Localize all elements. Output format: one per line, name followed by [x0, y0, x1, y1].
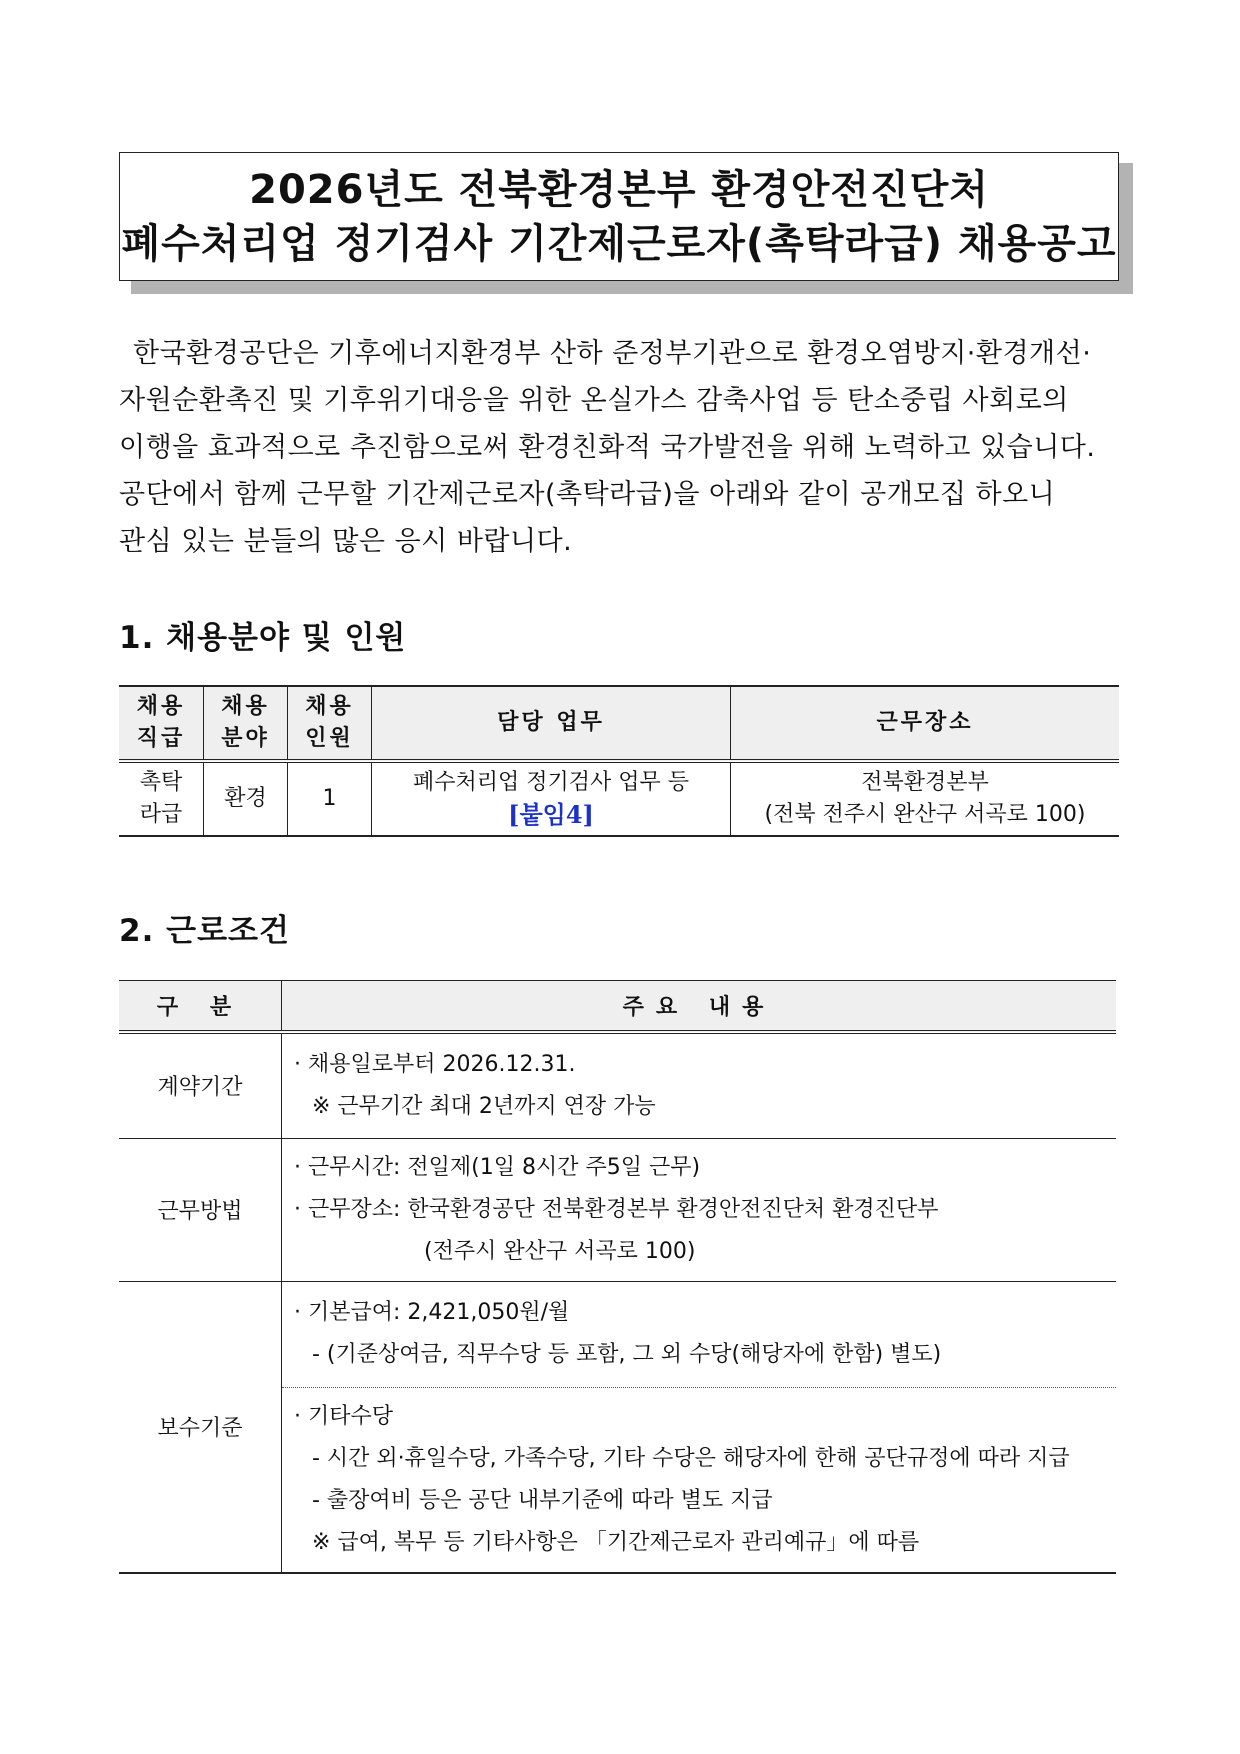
conditions-table: [119, 980, 1116, 1574]
place-address: (전북 전주시 완산구 서곡로 100): [764, 802, 1086, 827]
cell-text: 라급: [139, 802, 183, 827]
contract-line: · 채용일로부터 2026.12.31.: [294, 1051, 576, 1077]
table-row: [119, 761, 1119, 836]
method-line: · 근무장소: 한국환경공단 전북환경본부 환경안전진단처 환경진단부: [294, 1196, 939, 1222]
intro-paragraph: [119, 330, 1119, 565]
header-text: 채용: [136, 694, 186, 719]
recruitment-table: [119, 685, 1119, 837]
intro-line: 이행을 효과적으로 추진함으로써 환경친화적 국가발전을 위해 노력하고 있습니다.: [119, 432, 1096, 463]
pay-line: · 기타수당: [294, 1403, 393, 1429]
cell-count: 1: [288, 761, 372, 836]
intro-line: 한국환경공단은 기후에너지환경부 산하 준정부기관으로 환경오염방지·환경개선·: [133, 338, 1092, 369]
intro-line: 자원순환촉진 및 기후위기대응을 위한 온실가스 감축사업 등 탄소중립 사회로의: [119, 385, 1069, 416]
title-line-1: 2026년도 전북환경본부 환경안전진단처: [249, 166, 989, 213]
intro-line: 관심 있는 분들의 많은 응시 바랍니다.: [119, 526, 573, 557]
place-name: 전북환경본부: [861, 770, 989, 795]
table-row: [119, 1281, 1116, 1387]
header-content: 주요 내용: [282, 981, 1117, 1033]
pay-basic-content: [282, 1281, 1117, 1387]
header-text: 채용: [221, 694, 270, 719]
cell-duty: [372, 761, 731, 836]
contract-line: ※ 근무기간 최대 2년까지 연장 가능: [312, 1093, 656, 1119]
header-text: 직급: [136, 726, 186, 751]
pay-label: 보수기준: [119, 1281, 282, 1573]
section-1-title: 1. 채용분야 및 인원: [119, 620, 407, 656]
pay-line: ※ 급여, 복무 등 기타사항은 「기간제근로자 관리예규」에 따름: [312, 1529, 920, 1555]
method-content: [282, 1138, 1117, 1281]
pay-line: - 출장여비 등은 공단 내부기준에 따라 별도 지급: [312, 1487, 773, 1513]
pay-line: · 기본급여: 2,421,050원/월: [294, 1300, 570, 1325]
header-category: 구 분: [119, 981, 282, 1033]
header-text: 분야: [221, 726, 270, 751]
attachment-link[interactable]: [붙임4]: [508, 800, 594, 829]
cell-text: 촉탁: [139, 770, 183, 795]
header-count: [288, 686, 372, 761]
header-field: [204, 686, 288, 761]
title-line-2: 폐수처리업 정기검사 기간제근로자(촉탁라급) 채용공고: [121, 220, 1117, 267]
table-row: [119, 1138, 1116, 1281]
method-line: · 근무시간: 전일제(1일 8시간 주5일 근무): [294, 1154, 701, 1180]
pay-other-content: [282, 1387, 1117, 1573]
table-row: [119, 1032, 1116, 1138]
header-text: 채용: [305, 694, 354, 719]
header-grade: [119, 686, 204, 761]
header-place: 근무장소: [731, 686, 1120, 761]
section-2-title: 2. 근로조건: [119, 913, 290, 949]
header-text: 인원: [305, 726, 354, 751]
method-line: (전주시 완산구 서곡로 100): [424, 1238, 696, 1264]
contract-content: [282, 1032, 1117, 1138]
cell-place: [731, 761, 1120, 836]
title-box: [119, 152, 1119, 281]
cell-grade: [119, 761, 204, 836]
intro-line: 공단에서 함께 근무할 기간제근로자(촉탁라급)을 아래와 같이 공개모집 하오니: [119, 479, 1056, 510]
method-label: 근무방법: [119, 1138, 282, 1281]
cell-field: 환경: [204, 761, 288, 836]
duty-text: 폐수처리업 정기검사 업무 등: [412, 770, 689, 795]
pay-line: - (기준상여금, 직무수당 등 포함, 그 외 수당(해당자에 한함) 별도): [312, 1342, 942, 1367]
header-duty: 담당 업무: [372, 686, 731, 761]
pay-line: - 시간 외·휴일수당, 가족수당, 기타 수당은 해당자에 한해 공단규정에 따라 지급: [312, 1445, 1070, 1471]
contract-label: 계약기간: [119, 1032, 282, 1138]
